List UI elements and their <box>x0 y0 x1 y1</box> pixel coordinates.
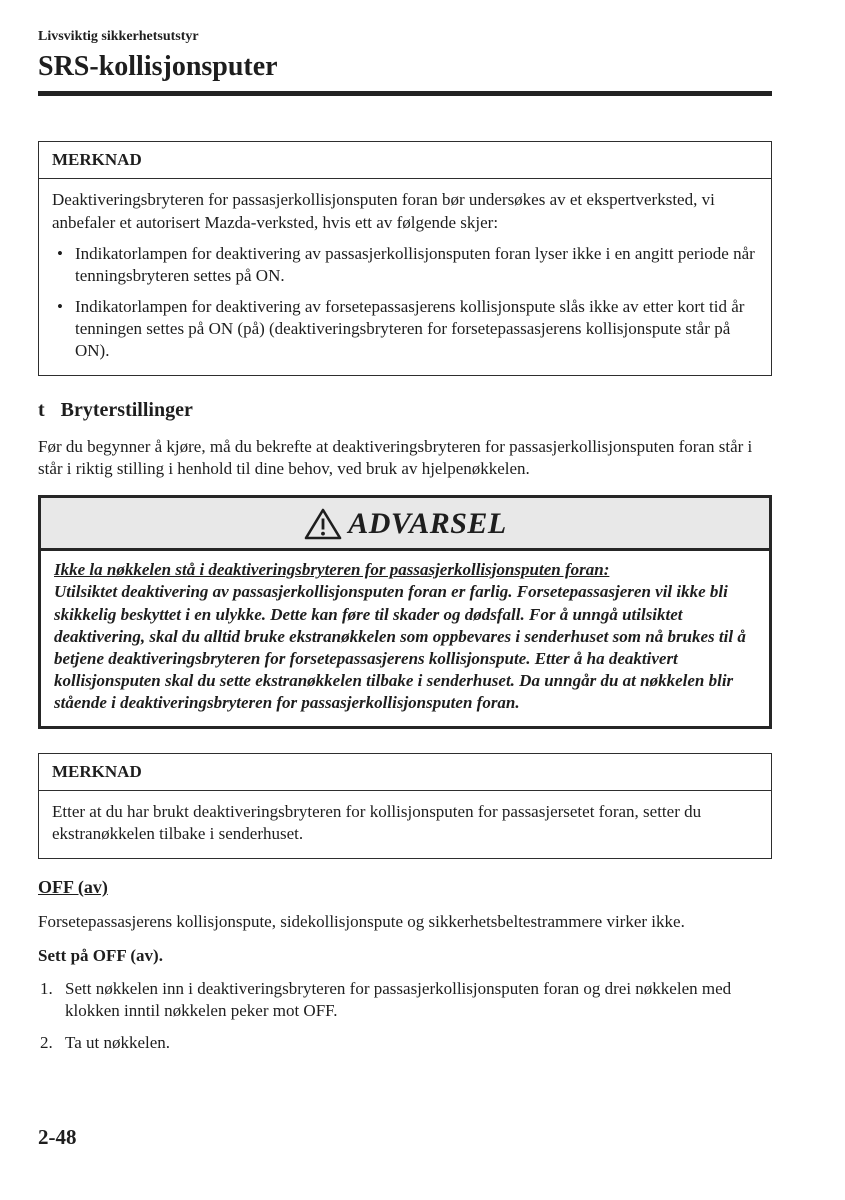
warning-header <box>41 498 769 551</box>
page-number: 2-48 <box>38 1125 77 1149</box>
title-rule <box>38 91 772 96</box>
note-bullet-item: • Indikatorlampen for deaktivering av forsetepassasjerens kollisjonspute slås ikke av etter kort tid år tenningen settes på ON (på) (deaktiveringsbryteren for forsetepassasjerens kollisjonspute står på ON). <box>52 296 758 362</box>
section-heading-switch-positions <box>38 397 772 423</box>
note-box-return-key <box>38 753 772 859</box>
warning-body <box>41 551 769 726</box>
section-intro-paragraph: Før du begynner å kjøre, må du bekrefte at deaktiveringsbryteren for passasjerkollisjonsputen foran står i står i riktig stilling i henhold til dine behov, ved bruk av hjelpenøkkelen. <box>38 437 753 479</box>
note-box-airbag-switch <box>38 141 772 376</box>
warning-text: Utilsiktet deaktivering av passasjerkollisjonsputen foran er farlig. Forsetepassasjeren vil ikke bli skikkelig beskyttet i en ulykke. Dette kan føre til skader og dødsfall. For å unngå utilsiktet deaktivering, skal du alltid bruke ekstranøkkelen som oppbevares i senderhuset som nå brukes til å betjene deaktiveringsbryteren for forsetepassasjerens kollisjonspute. Etter å ha deaktivert kollisjonsputen skal du sette ekstranøkkelen tilbake i senderhuset. Da unngår du at nøkkelen blir stående i deaktiveringsbryteren for passasjerkollisjonsputen foran. <box>54 582 746 712</box>
warning-triangle-icon <box>303 507 343 541</box>
section-marker: t <box>38 399 45 422</box>
off-subheading: Sett på OFF (av). <box>38 945 163 965</box>
off-heading: OFF (av) <box>38 877 108 898</box>
warning-lead: Ikke la nøkkelen stå i deaktiveringsbryteren for passasjerkollisjonsputen foran: <box>54 560 610 580</box>
page-header <box>38 28 772 96</box>
off-steps-list <box>38 978 772 1054</box>
warning-box <box>38 495 772 729</box>
off-step-item: Ta ut nøkkelen. <box>65 1033 171 1053</box>
note-bullet-item: • Indikatorlampen for deaktivering av passasjerkollisjonsputen foran lyser ikke i en angitt periode når tenningsbryteren settes på ON. <box>52 243 758 287</box>
note-body <box>39 791 771 858</box>
page-title: SRS-kollisjonsputer <box>38 51 278 83</box>
note-header: MERKNAD <box>39 142 771 179</box>
warning-title: ADVARSEL <box>348 507 507 541</box>
note-intro: Deaktiveringsbryteren for passasjerkollisjonsputen foran bør undersøkes av et ekspertverksted, vi anbefaler et autorisert Mazda-verksted, hvis ett av følgende skjer: <box>52 190 715 232</box>
note-header: MERKNAD <box>39 754 771 791</box>
note-text: Etter at du har brukt deaktiveringsbryteren for kollisjonsputen for passasjersetet foran, setter du ekstranøkkelen tilbake i senderhuset. <box>52 802 702 844</box>
section-heading-label: Bryterstillinger <box>60 399 193 422</box>
off-step-item: Sett nøkkelen inn i deaktiveringsbryteren for passasjerkollisjonsputen foran og drei nøkkelen med klokken inntil nøkkelen peker mot OFF. <box>65 978 732 1020</box>
off-description: Forsetepassasjerens kollisjonspute, sidekollisjonspute og sikkerhetsbeltestrammere virker ikke. <box>38 911 685 931</box>
chapter-label: Livsviktig sikkerhetsutstyr <box>38 29 199 44</box>
note-body <box>39 179 771 375</box>
note-bullet-list <box>52 243 758 362</box>
